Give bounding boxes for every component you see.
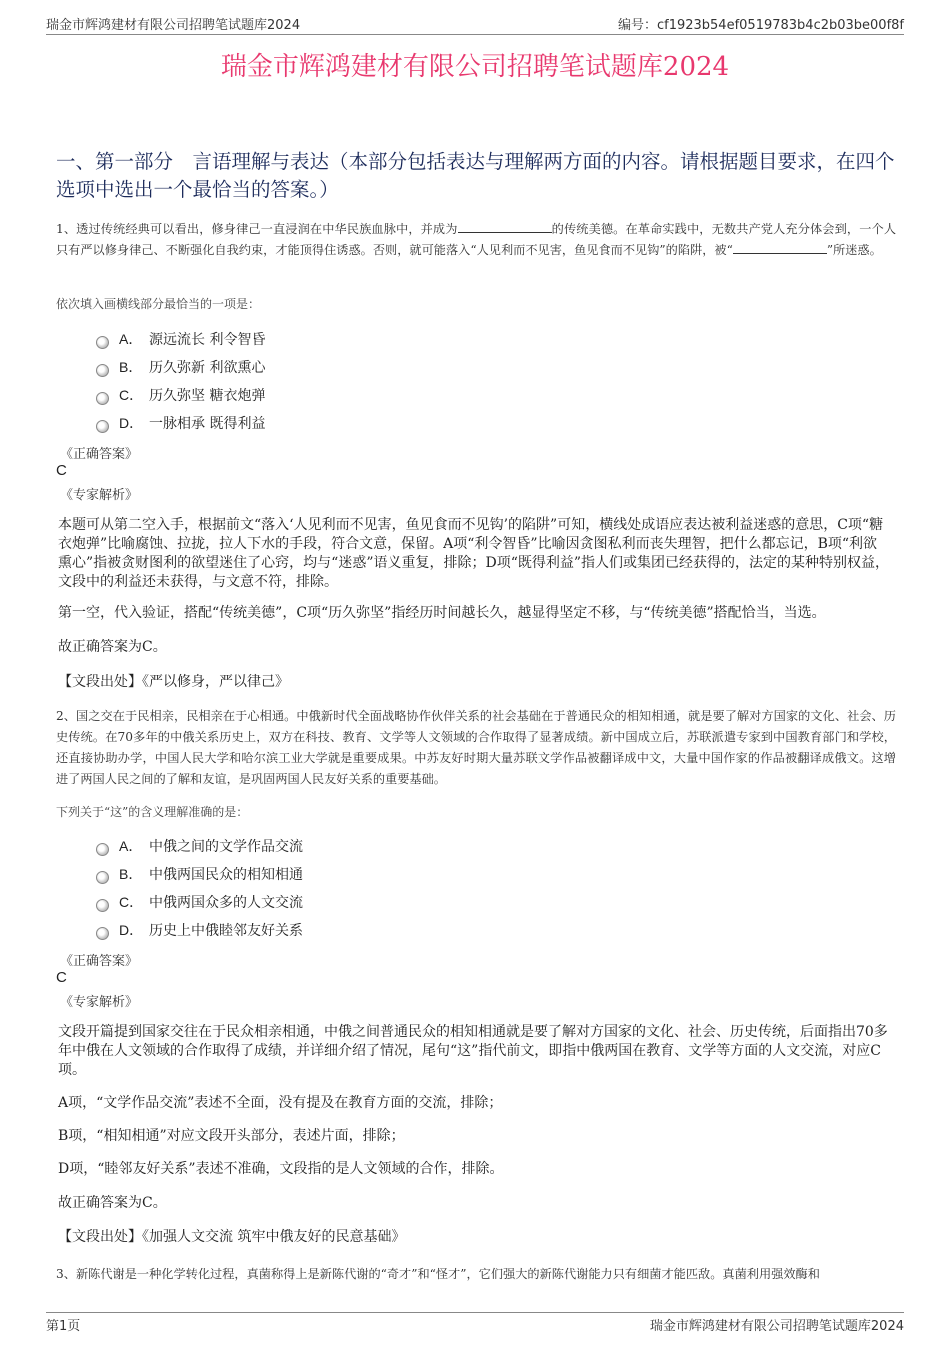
option-a[interactable]: A． 源远流长 利令智昏 [96, 325, 265, 353]
radio-icon[interactable] [96, 336, 109, 349]
option-b[interactable]: B． 中俄两国民众的相知相通 [96, 860, 303, 888]
analysis-label: 《专家解析》 [60, 488, 139, 503]
fill-blank-2 [733, 241, 827, 254]
option-b[interactable]: B． 历久弥新 利欲熏心 [96, 353, 265, 381]
page-number: 第1页 [46, 1319, 81, 1334]
option-d[interactable]: D． 历史上中俄睦邻友好关系 [96, 916, 303, 944]
header-doc-title: 瑞金市辉鸿建材有限公司招聘笔试题库2024 [46, 18, 301, 33]
analysis-paragraph: 第一空，代入验证，搭配“传统美德”，C项“历久弥坚”指经历时间越长久，越显得坚定不移，与“传统美德”搭配恰当，当选。 [58, 605, 826, 621]
radio-icon[interactable] [96, 843, 109, 856]
analysis-paragraph: 文段开篇提到国家交往在于民众相亲相通，中俄之间普通民众的相知相通就是要了解对方国家的文化、社会、历史传统，后面指出70多年中俄在人文领域的合作取得了成绩，并详细介绍了情况，尾句“这”指代前文，即指中俄两国在教育、文学等方面的人文交流，对应C项。 [58, 1024, 888, 1078]
analysis-label: 《专家解析》 [60, 995, 139, 1010]
radio-icon[interactable] [96, 871, 109, 884]
radio-icon[interactable] [96, 364, 109, 377]
option-a[interactable]: A． 中俄之间的文学作品交流 [96, 832, 303, 860]
page-footer [46, 1312, 904, 1334]
radio-icon[interactable] [96, 927, 109, 940]
answer-label: 《正确答案》 [60, 954, 139, 969]
footer-doc-title: 瑞金市辉鸿建材有限公司招聘笔试题库2024 [649, 1319, 904, 1334]
analysis-paragraph: A项，“文学作品交流”表述不全面，没有提及在教育方面的交流，排除； [58, 1095, 503, 1111]
analysis-paragraph: B项，“相知相通”对应文段开头部分，表述片面，排除； [58, 1128, 405, 1144]
page-title: 瑞金市辉鸿建材有限公司招聘笔试题库2024 [220, 52, 730, 82]
answer-value: C [56, 969, 67, 986]
radio-icon[interactable] [96, 420, 109, 433]
source-citation: 【文段出处】《严以修身，严以律己》 [58, 674, 289, 690]
analysis-conclusion: 故正确答案为C。 [58, 1195, 167, 1211]
question-2-stem: 2、国之交在于民相亲，民相亲在于心相通。中俄新时代全面战略协作伙伴关系的社会基础在于普通民众的相知相通，就是要了解对方国家的文化、社会、历史传统。在70多年的中俄关系历史上，双方在科技、教育、文学等人文领域的合作取得了显著成绩。新中国成立后，苏联派遣专家到中国教育部门和学校，还直接协助办学，中国人民大学和哈尔滨工业大学就是重要成果。中苏友好时期大量苏联文学作品被翻译成中文，大量中国作家的作品被翻译成俄文。这增进了两国人民之间的了解和友谊，是巩固两国人民友好关系的重要基础。 [56, 709, 896, 786]
question-2-options [96, 832, 303, 944]
radio-icon[interactable] [96, 392, 109, 405]
analysis-paragraph: 本题可从第二空入手，根据前文“落入‘人见利而不见害，鱼见食而不见钩’的陷阱”可知，横线处成语应表达被利益迷惑的意思，C项“糖衣炮弹”比喻腐蚀、拉拢，拉人下水的手段，符合文意，保留。A项“利令智昏”比喻因贪图私利而丧失理智，把什么都忘记，B项“利欲熏心”指被贪财图利的欲望迷住了心窍，均与“迷惑”语义重复，排除；D项“既得利益”指人们或集团已经获得的，法定的某种特别权益，文段中的利益还未获得，与文意不符，排除。 [58, 517, 890, 590]
question-3-stem: 3、新陈代谢是一种化学转化过程，真菌称得上是新陈代谢的“奇才”和“怪才”，它们强大的新陈代谢能力只有细菌才能匹敌。真菌利用强效酶和 [56, 1267, 820, 1281]
radio-icon[interactable] [96, 899, 109, 912]
option-d[interactable]: D． 一脉相承 既得利益 [96, 409, 265, 437]
question-1-stem: 1、透过传统经典可以看出，修身律己一直浸润在中华民族血脉中，并成为 的传统美德。在革命实践中，无数共产党人充分体会到，一个人只有严以修身律己、不断强化自我约束，才能顶得住诱惑。否则，就可能落入“人见利而不见害，鱼见食而不见钩”的陷阱，被“ ”所迷惑。 [56, 222, 897, 257]
question-1-options [96, 325, 265, 437]
header-doc-number: 编号：cf1923b54ef0519783b4c2b03be00f8f [617, 18, 904, 33]
section-heading: 一、第一部分 言语理解与表达（本部分包括表达与理解两方面的内容。请根据题目要求，在四个选项中选出一个最恰当的答案。） [56, 150, 895, 201]
page-header [46, 12, 904, 35]
fill-blank-1 [458, 220, 552, 233]
source-citation: 【文段出处】《加强人文交流 筑牢中俄友好的民意基础》 [58, 1229, 406, 1245]
analysis-paragraph: D项，“睦邻友好关系”表述不准确，文段指的是人文领域的合作，排除。 [58, 1161, 504, 1177]
analysis-conclusion: 故正确答案为C。 [58, 639, 167, 655]
answer-label: 《正确答案》 [60, 447, 139, 462]
question-1-prompt: 依次填入画横线部分最恰当的一项是： [56, 297, 261, 311]
question-2-prompt: 下列关于“这”的含义理解准确的是： [56, 805, 249, 819]
option-c[interactable]: C． 历久弥坚 糖衣炮弹 [96, 381, 265, 409]
option-c[interactable]: C． 中俄两国众多的人文交流 [96, 888, 303, 916]
answer-value: C [56, 462, 67, 479]
